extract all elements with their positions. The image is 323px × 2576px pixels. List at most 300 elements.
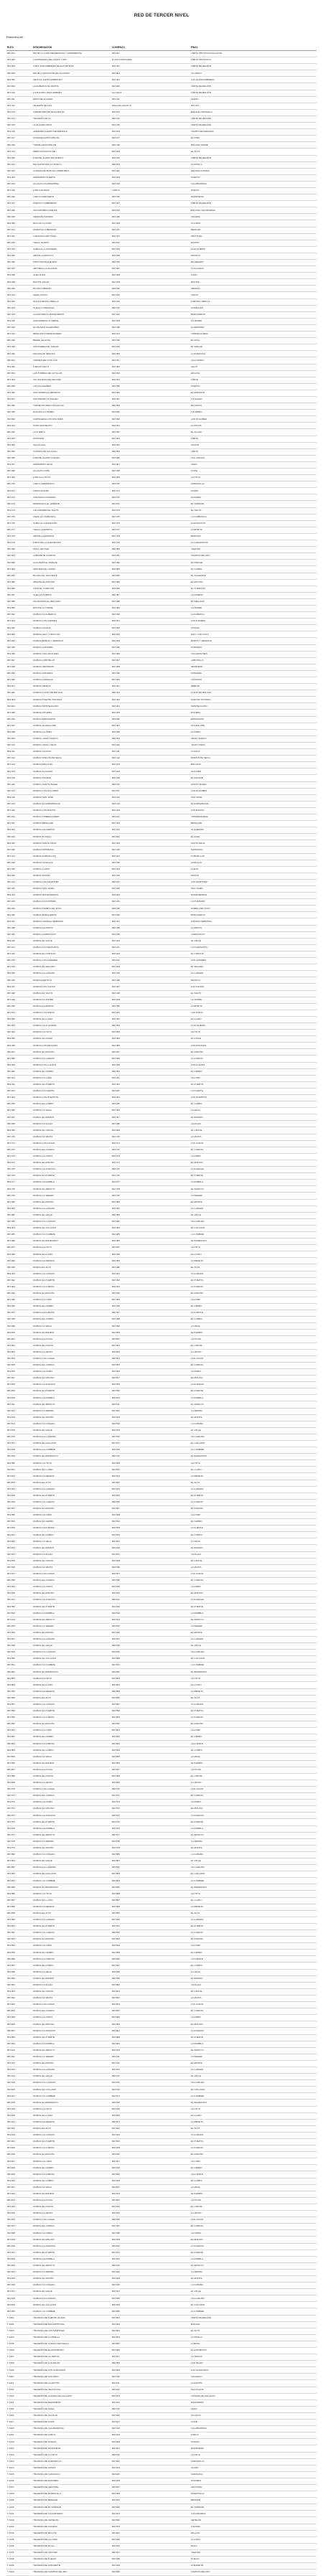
cell-comienzo: RM-533 (111, 1545, 190, 1551)
cell-final: LA ALGAIDA (190, 266, 317, 273)
cell-final: EL BARRIO (190, 1330, 317, 1336)
cell-final: LA VEGA (190, 2184, 317, 2191)
cell-comienzo: RM-608 (111, 2034, 190, 2041)
cell-denominacion: MURCIA LAS CASAS (32, 2002, 111, 2008)
cell-comienzo: RM-610 (111, 2374, 190, 2380)
cell-final: LA HUERTA (190, 592, 317, 598)
cell-denominacion: MURCIA LA MESETA (32, 2119, 111, 2125)
cell-ruta: RM-333 (6, 240, 32, 246)
table-row (6, 1030, 317, 1036)
cell-comienzo: RM-485 (111, 1231, 190, 1238)
cell-denominacion: MURCIA LOS HUERTOS (32, 1095, 111, 1101)
cell-comienzo: RM-631 (111, 2184, 190, 2191)
cell-final: LO PAGÁN (190, 396, 317, 403)
cell-comienzo: RM-487 (111, 1245, 190, 1251)
cell-comienzo: RM-607 (111, 2028, 190, 2034)
cell-comienzo: RM-464 (111, 1095, 190, 1101)
table-row (6, 651, 317, 657)
cell-final: LA NORIA (190, 2015, 317, 2021)
cell-denominacion: BLANCA ABARÁN (32, 286, 111, 292)
cell-comienzo: RM-502 (111, 1343, 190, 1349)
table-row (6, 1068, 317, 1075)
cell-final: ALEDO (190, 96, 317, 103)
cell-comienzo: RM-355 (111, 383, 190, 390)
cell-final: LA PALMA (190, 423, 317, 429)
cell-ruta: RM-616 (6, 2087, 32, 2093)
cell-denominacion: MURCIA LA FUENTE (32, 1526, 111, 1532)
cell-comienzo: RM-335 (111, 253, 190, 259)
table-row (6, 455, 317, 461)
cell-denominacion: MURCIA ALQUERÍAS (32, 827, 111, 834)
cell-comienzo: RM-467 (111, 1114, 190, 1121)
table-row (6, 918, 317, 925)
cell-final: EL CAMPO (190, 2178, 317, 2184)
cell-denominacion: YECLA RASPAY (32, 240, 111, 246)
cell-final: LA VENTA (190, 1780, 317, 1786)
table-row (6, 1081, 317, 1088)
cell-ruta: RM-458 (6, 1056, 32, 1062)
table-row (6, 1988, 317, 1995)
cell-denominacion: TRAVESÍA DE PURIAS (32, 2439, 111, 2445)
cell-comienzo: RM-516 (111, 1434, 190, 1440)
cell-final: EL BARRANCO (190, 1669, 317, 1675)
cell-final: SANTA CRUZ (190, 840, 317, 847)
cell-denominacion: MURCIA GEA Y TRUYOLS (32, 631, 111, 638)
cell-comienzo: RM-430 (111, 873, 190, 879)
cell-comienzo: RM-595 (111, 1950, 190, 1956)
table-row (6, 1728, 317, 1734)
cell-comienzo: RM-469 (111, 1127, 190, 1134)
cell-denominacion: MURCIA PATIÑO (32, 873, 111, 879)
cell-denominacion: MURCIA LOS CANOS (32, 984, 111, 990)
table-row (6, 1800, 317, 1806)
cell-ruta: RM-432 (6, 886, 32, 893)
cell-ruta: T-3105 (6, 2341, 32, 2347)
cell-denominacion: MURCIA VALLADOLISES (32, 651, 111, 657)
cell-final: LA VENTA (190, 1564, 317, 1571)
cell-ruta: RM-368 (6, 469, 32, 475)
table-row (6, 292, 317, 299)
cell-final: EL RINCÓN (190, 2152, 317, 2158)
cell-ruta: T-3113 (6, 2393, 32, 2399)
cell-ruta: RM-605 (6, 2015, 32, 2021)
table-row (6, 2302, 317, 2308)
table-row (6, 410, 317, 416)
cell-comienzo: RM-561 (111, 1728, 190, 1734)
cell-ruta: RM-382 (6, 560, 32, 566)
cell-final: LA ACEQUIA (190, 2028, 317, 2034)
cell-ruta: RM-340 (6, 286, 32, 292)
table-row (6, 51, 317, 57)
cell-final: LA PLAZA (190, 2197, 317, 2204)
table-row (6, 781, 317, 788)
cell-ruta: T-3130 (6, 2504, 32, 2511)
cell-comienzo: RM-337 (111, 266, 190, 273)
table-row (6, 1023, 317, 1029)
table-row (6, 481, 317, 488)
cell-ruta: RM-578 (6, 1838, 32, 1845)
table-row (6, 893, 317, 899)
cell-comienzo: RM-496 (111, 1304, 190, 1310)
cell-denominacion: VILLANUEVA DEL SEGURA (32, 377, 111, 383)
table-row (6, 2125, 317, 2132)
cell-denominacion: MURCIA LA CAÑADA (32, 2283, 111, 2289)
table-row (6, 2334, 317, 2341)
cell-denominacion: LA PUEBLA (32, 429, 111, 436)
cell-comienzo: RM-322 (111, 168, 190, 174)
cell-ruta: RM-455 (6, 1036, 32, 1043)
table-row (6, 207, 317, 214)
cell-final: LA FUENTE (190, 2171, 317, 2178)
cell-ruta: RM-526 (6, 1499, 32, 1505)
table-row (6, 2021, 317, 2028)
cell-comienzo: RM-639 (111, 2237, 190, 2243)
cell-comienzo: RM-327 (111, 201, 190, 207)
cell-denominacion: MURCIA JERÓNIMO (32, 664, 111, 670)
cell-ruta: RM-617 (6, 2093, 32, 2100)
cell-ruta: RM-439 (6, 931, 32, 938)
table-row (6, 619, 317, 625)
cell-denominacion: MURCIA EL VALLE (32, 2289, 111, 2295)
cell-denominacion: SAN JAVIER EL MIRADOR (32, 390, 111, 396)
table-row (6, 1251, 317, 1258)
cell-comienzo: RM-341 (111, 292, 190, 299)
cell-final: LA PLAZA (190, 1551, 317, 1558)
cell-final: CANARA (190, 214, 317, 220)
cell-final: ALQUERÍAS (190, 827, 317, 834)
cell-final: LA VEGA (190, 1108, 317, 1114)
cell-denominacion: MURCIA LA CAÑADA (32, 2067, 111, 2073)
cell-denominacion: MURCIA LA CUMBRE (32, 2093, 111, 2100)
cell-denominacion: MURCIA EL ALTO (32, 1910, 111, 1917)
cell-final: LA CUESTA (190, 1056, 317, 1062)
table-row (6, 2002, 317, 2008)
cell-comienzo: RM-406 (111, 716, 190, 723)
cell-final: LA ACEQUIA (190, 1167, 317, 1173)
cell-denominacion: MURCIA LA RAMBLA (32, 1610, 111, 1617)
cell-final: EL SALTO (190, 990, 317, 997)
cell-ruta: T-3116 (6, 2412, 32, 2419)
cell-comienzo: RM-414 (111, 768, 190, 775)
cell-ruta: RM-607 (6, 2028, 32, 2034)
cell-comienzo: RM-330 (111, 220, 190, 227)
table-row (6, 1284, 317, 1290)
cell-comienzo: RM-365 (111, 448, 190, 455)
table-row (6, 735, 317, 742)
cell-final: LA PLAZA (190, 1121, 317, 1127)
cell-denominacion: MURCIA LA SIERRA (32, 2054, 111, 2060)
cell-comienzo: RM-484 (111, 1225, 190, 1231)
cell-denominacion: MURCIA ESPINARDO (32, 716, 111, 723)
cell-final: LA TORRE (190, 997, 317, 1003)
cell-comienzo: RM-554 (111, 1682, 190, 1688)
cell-comienzo: RM-617 (111, 2420, 190, 2426)
table-row (6, 2054, 317, 2060)
cell-ruta: T-3139 (6, 2563, 32, 2570)
cell-ruta: RM-332 (6, 233, 32, 240)
cell-ruta: RM-520 (6, 1460, 32, 1467)
cell-comienzo: RM-381 (111, 553, 190, 560)
cell-denominacion: MURCIA COBATILLAS (32, 853, 111, 860)
cell-final: LA PINILLA (190, 161, 317, 168)
cell-denominacion: LORCA LA HOYA (32, 475, 111, 481)
table-row (6, 912, 317, 918)
cell-denominacion: MURCIA EL BARRIO (32, 1975, 111, 1982)
cell-final: EL BARRIO (190, 1545, 317, 1551)
cell-final: LA LOMA (190, 1513, 317, 1519)
cell-comienzo: RM-512 (111, 1408, 190, 1414)
cell-denominacion: MURCIA EL BARRANCO (32, 1454, 111, 1460)
cell-ruta: RM-535 (6, 1558, 32, 1564)
cell-ruta: RM-444 (6, 964, 32, 971)
table-row (6, 494, 317, 501)
cell-final: EL PARAJE (190, 560, 317, 566)
cell-denominacion: MURCIA EL MOLINO (32, 1806, 111, 1813)
cell-ruta: RM-613 (6, 2067, 32, 2073)
cell-comienzo: RM-592 (111, 1930, 190, 1937)
cell-denominacion: MURCIA LA HOYA (32, 1675, 111, 1682)
cell-comienzo: RM-545 (111, 1623, 190, 1630)
cell-ruta: RM-373 (6, 501, 32, 507)
cell-final: EL RINCÓN (190, 1290, 317, 1297)
cell-final: EL ARROYO (190, 2262, 317, 2269)
cell-final: LA LLANURA (190, 1218, 317, 1225)
cell-final: LA CUMBRE (190, 2093, 317, 2100)
cell-comienzo: RM-634 (111, 2204, 190, 2210)
cell-ruta: RM-491 (6, 1271, 32, 1277)
cell-ruta: RM-591 (6, 1923, 32, 1929)
cell-ruta: RM-594 (6, 1943, 32, 1950)
cell-final: LA NORIA (190, 1368, 317, 1375)
cell-comienzo: RM-582 (111, 1865, 190, 1871)
cell-comienzo: RM-490 (111, 1264, 190, 1271)
cell-final: LA CUESTA (190, 1930, 317, 1937)
table-row (6, 357, 317, 364)
cell-comienzo: RM-536 (111, 1564, 190, 1571)
cell-ruta: RM-633 (6, 2197, 32, 2204)
cell-denominacion: MURCIA LA SIERRA (32, 1838, 111, 1845)
cell-comienzo: RM-317 (111, 136, 190, 142)
document-subtitle: Resumen/Lem (6, 36, 24, 39)
cell-denominacion: MURCIA LA CUMBRE (32, 1447, 111, 1454)
table-row (6, 1669, 317, 1675)
cell-denominacion: TORRE PACHECO BALSICAS (32, 403, 111, 410)
cell-final: EL BARRIO (190, 1114, 317, 1121)
cell-denominacion: ALCANTARILLA BARQUEROS (32, 311, 111, 318)
cell-ruta: RM-606 (6, 2021, 32, 2028)
cell-denominacion: MURCIA LA SIERRA (32, 1193, 111, 1199)
table-row (6, 2387, 317, 2393)
table-row (6, 448, 317, 455)
cell-final: LÍMITE DE REGIÓN (190, 2315, 317, 2321)
cell-denominacion: TRAVESÍA DE EL SABINAR (32, 2504, 111, 2511)
table-row (6, 866, 317, 873)
cell-final: EL VALLE (190, 2289, 317, 2295)
cell-comienzo: RM-483 (111, 1218, 190, 1225)
cell-comienzo: RM-624 (111, 2465, 190, 2471)
cell-ruta: RM-358 (6, 403, 32, 410)
cell-denominacion: TRAVESÍA DE MAZARRÓN (32, 2399, 111, 2406)
cell-denominacion: MURCIA LA CUESTA (32, 1284, 111, 1290)
cell-denominacion: TRAVESÍA DE MORATALLA (32, 2491, 111, 2498)
cell-denominacion: MURCIA LA LLANURA (32, 1218, 111, 1225)
cell-ruta: T-3104 (6, 2334, 32, 2341)
cell-ruta: RM-640 (6, 2243, 32, 2250)
cell-comienzo: RM-468 (111, 1121, 190, 1127)
cell-denominacion: MURCIA EL CERRO (32, 1068, 111, 1075)
cell-final: EL ESPARRAGAL (190, 801, 317, 807)
cell-final: EL LLANO (190, 1016, 317, 1023)
table-row (6, 1513, 317, 1519)
cell-denominacion: MURCIA EL MONTE (32, 1414, 111, 1421)
cell-denominacion: MURCIA EL LLANO (32, 1251, 111, 1258)
cell-ruta: RM-583 (6, 1871, 32, 1878)
table-row (6, 931, 317, 938)
cell-denominacion: MURCIA EL CORRAL (32, 1793, 111, 1800)
table-row (6, 788, 317, 794)
cell-comienzo: RM-421 (111, 814, 190, 820)
cell-ruta: RM-387 (6, 592, 32, 598)
table-row (6, 533, 317, 540)
table-row (6, 1773, 317, 1780)
table-row (6, 1486, 317, 1493)
cell-ruta: RM-467 (6, 1114, 32, 1121)
cell-comienzo: RM-615 (111, 2080, 190, 2087)
cell-comienzo: RM-431 (111, 879, 190, 885)
table-row (6, 1218, 317, 1225)
cell-ruta: RM-509 (6, 1388, 32, 1395)
cell-denominacion: MURCIA LOS ALBARES (32, 958, 111, 964)
table-row (6, 1708, 317, 1714)
cell-ruta: RM-369 (6, 475, 32, 481)
cell-final: BARQUEROS (190, 912, 317, 918)
table-row (6, 723, 317, 729)
cell-ruta: RM-642 (6, 2256, 32, 2262)
cell-ruta: RM-566 (6, 1760, 32, 1767)
cell-denominacion: TORRE ESTACIÓN DE (32, 142, 111, 149)
cell-denominacion: MURCIA LA CAÑADA (32, 1421, 111, 1427)
cell-denominacion: MURCIA EL PUENTE (32, 1173, 111, 1180)
cell-denominacion: TRAVESÍA DE LA COPA (32, 2537, 111, 2543)
table-row (6, 938, 317, 944)
cell-denominacion: MURCIA EL COLLADO (32, 2302, 111, 2308)
cell-comienzo: RM-578 (111, 1838, 190, 1845)
table-row (6, 1186, 317, 1193)
cell-comienzo: RM-638 (111, 2230, 190, 2237)
cell-ruta: RM-400 (6, 677, 32, 684)
cell-denominacion: MURCIA EL ALTO (32, 2125, 111, 2132)
cell-ruta: RM-544 (6, 1617, 32, 1623)
table-row (6, 2458, 317, 2465)
cell-final: LLANO (190, 866, 317, 873)
cell-denominacion: SAN PEDRO LO PAGÁN (32, 396, 111, 403)
cell-final: GEA Y TRUYOLS (190, 631, 317, 638)
cell-final: MATANZAS (190, 847, 317, 853)
cell-final: LA MESETA (190, 2119, 317, 2125)
cell-denominacion: MURCIA EL ALTO (32, 1480, 111, 1486)
cell-ruta: RM-564 (6, 1747, 32, 1754)
cell-final: LA LLANURA (190, 1649, 317, 1655)
table-row (6, 501, 317, 507)
cell-denominacion: LA ALBERCA DE ZAPATA (32, 83, 111, 90)
table-row (6, 1806, 317, 1813)
table-row (6, 1754, 317, 1760)
cell-comienzo: RM-362 (111, 429, 190, 436)
cell-ruta: RM-571 (6, 1793, 32, 1800)
cell-final: BARINAS (190, 533, 317, 540)
cell-comienzo: RM-326 (111, 194, 190, 201)
cell-ruta: RM-384 (6, 573, 32, 579)
cell-comienzo: RM-398 (111, 664, 190, 670)
cell-final: LA HOYA (190, 1675, 317, 1682)
cell-final: LA LLANURA (190, 1434, 317, 1440)
cell-final: LA CAÑADA (190, 1421, 317, 1427)
cell-final: FUENTE LIBRILLA (190, 299, 317, 305)
cell-ruta: RM-378 (6, 533, 32, 540)
cell-final: LA CAÑADA (190, 1205, 317, 1212)
cell-ruta: RM-531 (6, 1532, 32, 1538)
cell-final: CEHEGÍN (190, 2517, 317, 2524)
table-row (6, 1786, 317, 1792)
cell-denominacion: MURCIA EL ARROYO (32, 2047, 111, 2054)
cell-ruta: RM-631 (6, 2184, 32, 2191)
table-row (6, 879, 317, 885)
cell-comienzo: RM-448 (111, 990, 190, 997)
cell-ruta: RM-529 (6, 1519, 32, 1526)
cell-denominacion: MURCIA LAS CASAS (32, 1786, 111, 1792)
table-row (6, 1551, 317, 1558)
cell-comienzo: RM-410 (111, 742, 190, 748)
cell-final: LA LLANURA (190, 2295, 317, 2302)
cell-denominacion: MURCIA EL PINAR (32, 1036, 111, 1043)
cell-denominacion: TRAVESÍA DE ISLA PLANA (32, 2387, 111, 2393)
cell-comienzo: RM-418 (111, 794, 190, 801)
table-row (6, 925, 317, 931)
cell-ruta: RM-478 (6, 1186, 32, 1193)
cell-comienzo: RM-574 (111, 1813, 190, 1819)
table-row (6, 442, 317, 448)
cell-ruta: RM-527 (6, 1505, 32, 1512)
cell-ruta: RM-584 (6, 1878, 32, 1884)
cell-ruta: RM-533 (6, 1545, 32, 1551)
cell-ruta: RM-496 (6, 1304, 32, 1310)
table-row (6, 2393, 317, 2399)
cell-ruta: RM-346 (6, 324, 32, 331)
cell-final: EL BARRIO (190, 2191, 317, 2197)
table-row (6, 2028, 317, 2034)
cell-ruta: RM-650 (6, 2308, 32, 2315)
cell-ruta: RM-341 (6, 292, 32, 299)
cell-ruta: RM-402 (6, 690, 32, 697)
cell-comienzo: RM-379 (111, 540, 190, 547)
cell-denominacion: MURCIA EL ESPARRAGAL (32, 801, 111, 807)
cell-denominacion: MURCIA CARRASCOY (32, 931, 111, 938)
cell-ruta: RM-421 (6, 814, 32, 820)
table-row (6, 716, 317, 723)
cell-denominacion: MAZARRÓN PUERTO (32, 174, 111, 181)
cell-ruta: RM-302 (6, 57, 32, 64)
table-row (6, 1532, 317, 1538)
table-row (6, 2250, 317, 2256)
cell-denominacion: MURCIA CORVERA (32, 644, 111, 651)
table-row (6, 168, 317, 174)
cell-comienzo: RM-617 (111, 2093, 190, 2100)
table-row (6, 2080, 317, 2087)
cell-ruta: RM-638 (6, 2230, 32, 2237)
cell-final: LÍMITE DE REGIÓN (190, 123, 317, 129)
table-row (6, 2152, 317, 2158)
table-row (6, 984, 317, 990)
